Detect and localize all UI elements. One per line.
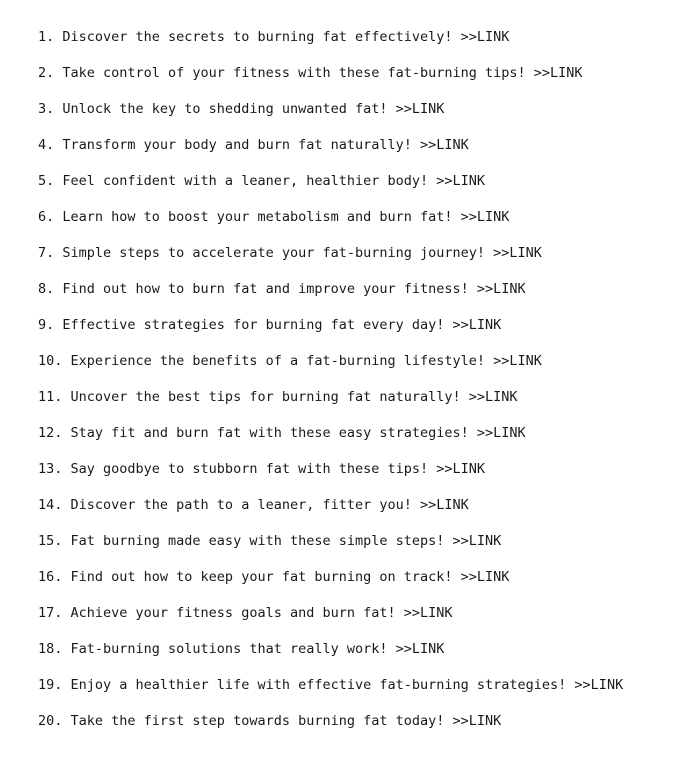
list-item-11: 11. Uncover the best tips for burning fat naturally! >>LINK	[38, 389, 518, 405]
list-item-17: 17. Achieve your fitness goals and burn fat! >>LINK	[38, 605, 453, 621]
list-item-3: 3. Unlock the key to shedding unwanted fat! >>LINK	[38, 101, 445, 117]
list-item-12: 12. Stay fit and burn fat with these easy strategies! >>LINK	[38, 425, 526, 441]
list-item-13: 13. Say goodbye to stubborn fat with these tips! >>LINK	[38, 461, 486, 477]
list-item-5: 5. Feel confident with a leaner, healthier body! >>LINK	[38, 173, 486, 189]
list-item-6: 6. Learn how to boost your metabolism and burn fat! >>LINK	[38, 209, 510, 225]
list-item-10: 10. Experience the benefits of a fat-burning lifestyle! >>LINK	[38, 353, 542, 369]
list-item-7: 7. Simple steps to accelerate your fat-burning journey! >>LINK	[38, 245, 542, 261]
list-item-16: 16. Find out how to keep your fat burning on track! >>LINK	[38, 569, 510, 585]
list-item-8: 8. Find out how to burn fat and improve your fitness! >>LINK	[38, 281, 526, 297]
list-item-18: 18. Fat-burning solutions that really work! >>LINK	[38, 641, 445, 657]
list-item-2: 2. Take control of your fitness with these fat-burning tips! >>LINK	[38, 65, 583, 81]
list-item-1: 1. Discover the secrets to burning fat effectively! >>LINK	[38, 29, 510, 45]
list-item-9: 9. Effective strategies for burning fat every day! >>LINK	[38, 317, 502, 333]
list-item-19: 19. Enjoy a healthier life with effective fat-burning strategies! >>LINK	[38, 677, 624, 693]
list-item-20: 20. Take the first step towards burning fat today! >>LINK	[38, 713, 502, 729]
list-item-15: 15. Fat burning made easy with these simple steps! >>LINK	[38, 533, 502, 549]
list-item-4: 4. Transform your body and burn fat naturally! >>LINK	[38, 137, 469, 153]
list-item-14: 14. Discover the path to a leaner, fitter you! >>LINK	[38, 497, 469, 513]
document-body	[38, 28, 682, 748]
